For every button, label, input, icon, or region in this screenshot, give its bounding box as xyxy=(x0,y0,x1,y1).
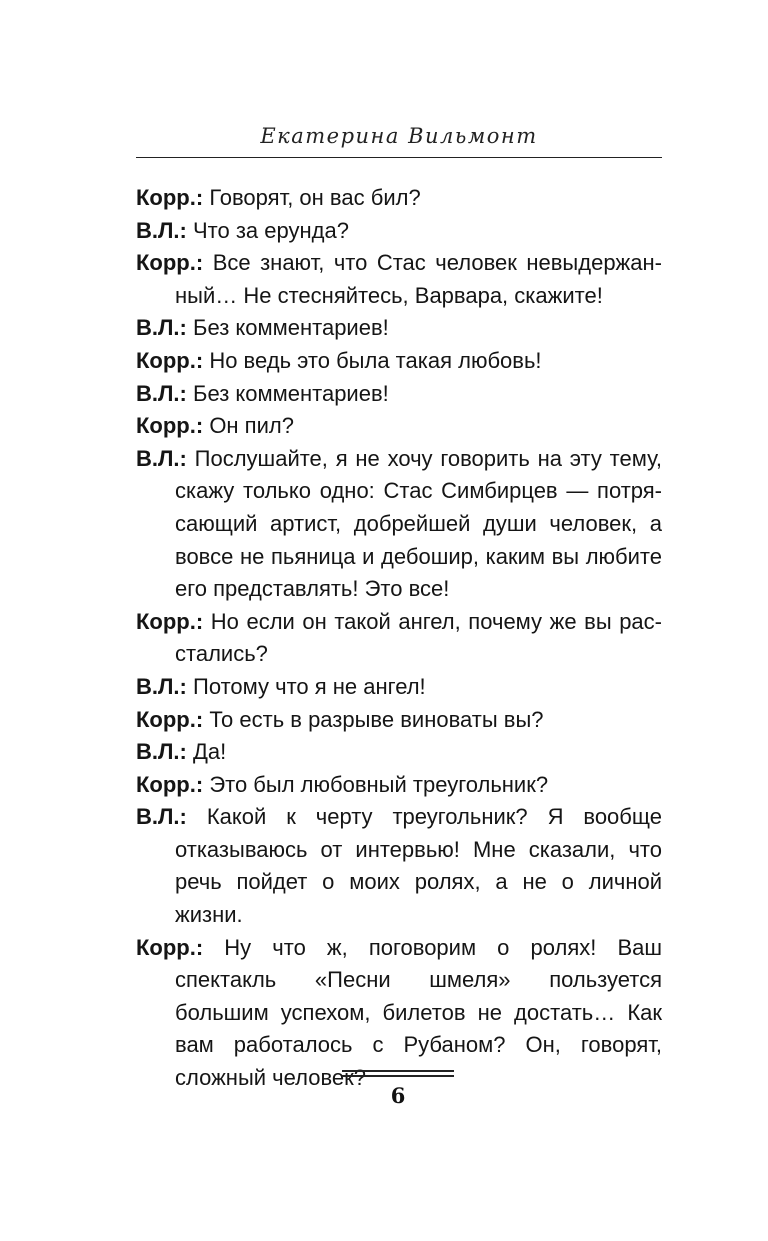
dialogue-entry xyxy=(136,312,662,345)
speaker-label: В.Л.: xyxy=(136,217,187,243)
dialogue-text: Без комментариев! xyxy=(193,315,389,341)
dialogue-entry xyxy=(136,182,662,215)
dialogue-entry xyxy=(136,215,662,248)
dialogue-text: Говорят, он вас бил? xyxy=(209,185,421,210)
speaker-label: Корр.: xyxy=(136,185,204,210)
interview-dialogue xyxy=(136,182,662,1095)
dialogue-text: Все знают, что Стас человек невыдержанный… Не стесняйтесь, Варвара, скажите! xyxy=(175,250,662,308)
speaker-label: В.Л.: xyxy=(136,739,187,765)
speaker-label: Корр.: xyxy=(136,706,204,732)
speaker-label: В.Л.: xyxy=(136,804,187,830)
dialogue-entry xyxy=(136,801,662,931)
speaker-label: В.Л.: xyxy=(136,380,187,406)
dialogue-entry xyxy=(136,606,662,671)
dialogue-entry xyxy=(136,410,662,443)
speaker-label: Корр.: xyxy=(136,347,204,373)
speaker-label: В.Л.: xyxy=(136,445,187,471)
dialogue-text: То есть в разрыве виноваты вы? xyxy=(209,706,544,732)
dialogue-text: Но ведь это была такая любовь! xyxy=(209,347,542,373)
dialogue-text: Какой к черту треугольник? Я вообще отказываюсь от интервью! Мне сказали, что речь пойдет о моих ролях, а не о личной жизни. xyxy=(175,804,662,928)
dialogue-text: Послушайте, я не хочу говорить на эту тему, скажу только одно: Стас Симбирцев — потрясающий артист, добрейшей души человек, а вовсе не пьяница и дебошир, каким вы любите его представлять! Это все! xyxy=(175,445,662,602)
speaker-label: Корр.: xyxy=(136,934,204,960)
dialogue-entry xyxy=(136,247,662,312)
footer-double-rule xyxy=(342,1070,454,1077)
speaker-label: В.Л.: xyxy=(136,315,187,341)
speaker-label: В.Л.: xyxy=(136,673,187,699)
dialogue-text: Что за ерунда? xyxy=(193,217,349,243)
speaker-label: Корр.: xyxy=(136,771,204,797)
dialogue-entry xyxy=(136,671,662,704)
dialogue-entry xyxy=(136,769,662,802)
speaker-label: Корр.: xyxy=(136,413,204,439)
dialogue-text: Да! xyxy=(193,739,227,765)
dialogue-entry xyxy=(136,345,662,378)
dialogue-text: Он пил? xyxy=(209,413,294,439)
dialogue-text: Это был любовный треугольник? xyxy=(209,771,549,797)
speaker-label: Корр.: xyxy=(136,250,204,276)
dialogue-entry xyxy=(136,704,662,737)
dialogue-text: Но если он такой ангел, почему же вы расстались? xyxy=(175,608,662,667)
header-rule xyxy=(136,157,662,158)
running-head-author: Екатерина Вильмонт xyxy=(260,124,538,148)
dialogue-entry xyxy=(136,378,662,411)
dialogue-text: Потому что я не ангел! xyxy=(193,673,426,699)
dialogue-text: Без комментариев! xyxy=(193,380,389,406)
dialogue-text: Ну что ж, поговорим о ролях! Ваш спектакль «Песни шмеля» пользуется большим успехом, билетов не достать… Как вам работалось с Рубаном? Он, говорят, сложный человек? xyxy=(175,934,663,1091)
speaker-label: Корр.: xyxy=(136,608,204,634)
dialogue-entry xyxy=(136,736,662,769)
dialogue-entry xyxy=(136,443,662,606)
page-number: 6 xyxy=(390,1083,406,1108)
